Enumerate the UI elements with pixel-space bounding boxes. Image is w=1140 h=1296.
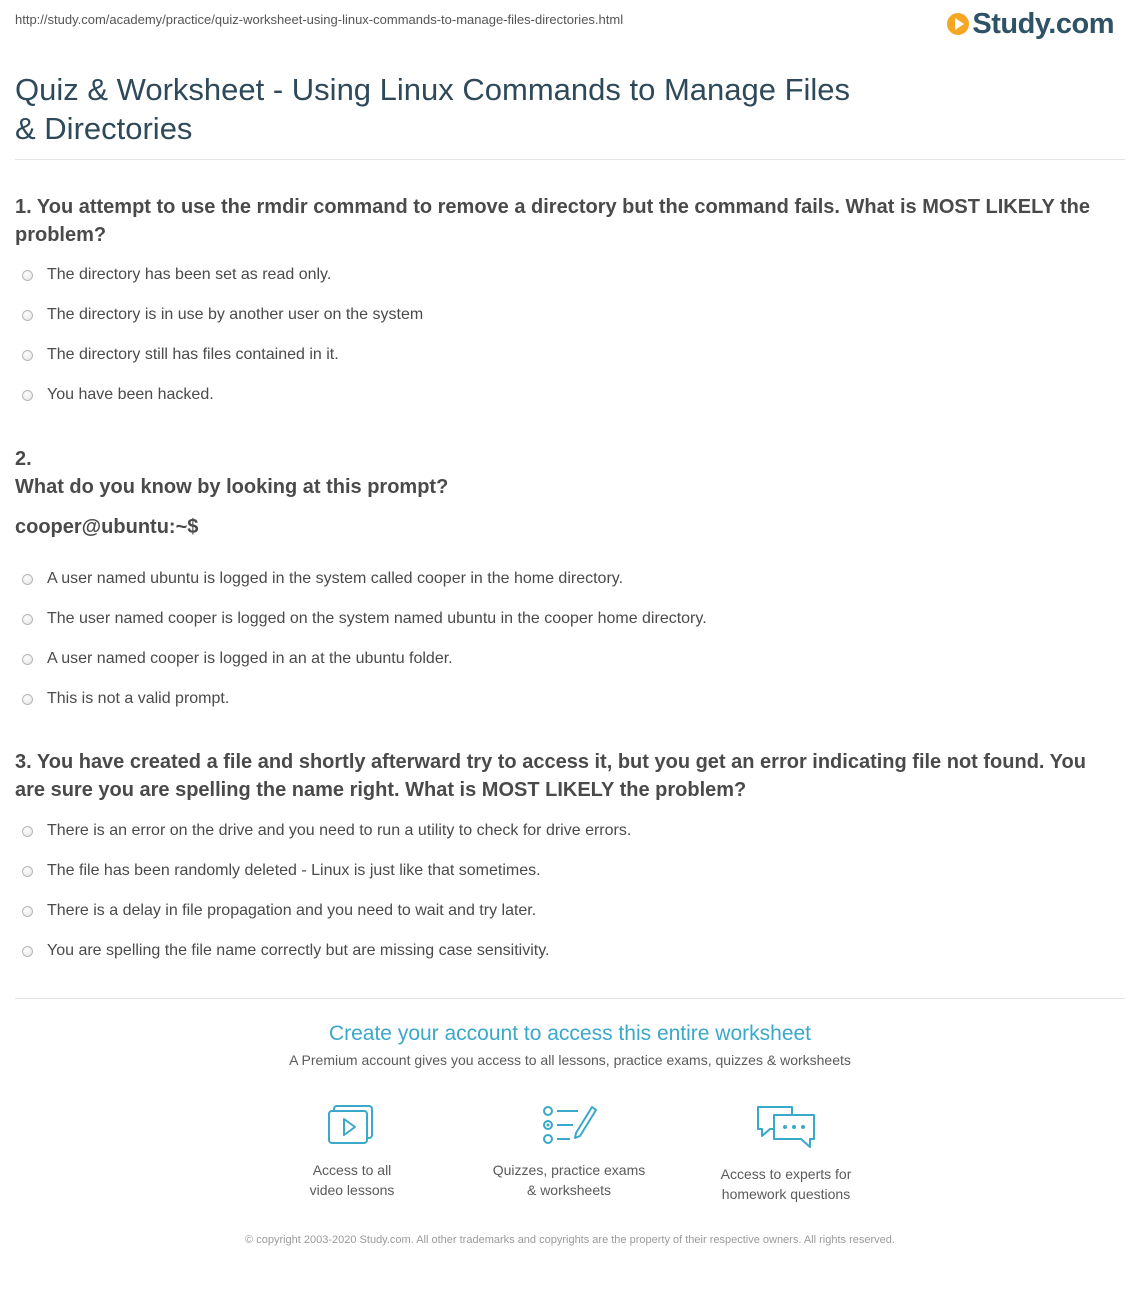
answer-option[interactable]	[22, 860, 541, 882]
create-account-link[interactable]: Create your account to access this entire worksheet	[328, 1022, 812, 1045]
page-url: http://study.com/academy/practice/quiz-worksheet-using-linux-commands-to-manage-files-directories.html	[15, 12, 624, 27]
logo-text: Study.com	[972, 8, 1114, 40]
feature-video-lessons	[257, 1103, 447, 1200]
question-3-text: 3. You have created a file and shortly afterward try to access it, but you get an error indicating file not found. You are sure you are spelling the name right. What is MOST LIKELY the problem?	[15, 751, 1086, 801]
answer-option[interactable]	[22, 384, 214, 406]
answer-label: There is a delay in file propagation and you need to wait and try later.	[47, 902, 537, 919]
answer-label: The directory is in use by another user on the system	[47, 306, 424, 323]
expert-chat-icon	[754, 1103, 818, 1151]
answer-option[interactable]	[22, 648, 453, 670]
answer-option[interactable]	[22, 608, 707, 630]
question-2-text: What do you know by looking at this prompt?	[15, 476, 449, 498]
answer-label: The user named cooper is logged on the system named ubuntu in the cooper home directory.	[47, 610, 707, 627]
answer-option[interactable]	[22, 940, 549, 962]
answer-option[interactable]	[22, 820, 631, 842]
radio-icon[interactable]	[22, 694, 33, 705]
radio-icon[interactable]	[22, 310, 33, 321]
study-logo[interactable]	[947, 8, 1114, 40]
answer-option[interactable]	[22, 900, 536, 922]
radio-icon[interactable]	[22, 350, 33, 361]
quiz-checklist-icon	[540, 1103, 598, 1147]
answer-label: There is an error on the drive and you need to run a utility to check for drive errors.	[47, 822, 632, 839]
radio-icon[interactable]	[22, 654, 33, 665]
answer-option[interactable]	[22, 304, 423, 326]
video-lessons-icon	[324, 1103, 380, 1147]
answer-option[interactable]	[22, 344, 339, 366]
answer-option[interactable]	[22, 688, 229, 710]
answer-option[interactable]	[22, 264, 331, 286]
answer-label: This is not a valid prompt.	[47, 690, 230, 707]
feature-experts	[691, 1103, 881, 1204]
copyright-footer: © copyright 2003-2020 Study.com. All other trademarks and copyrights are the property of their respective owners. All rights reserved.	[245, 1234, 895, 1246]
feature-label-line2: video lessons	[309, 1182, 395, 1198]
feature-label-line2: & worksheets	[526, 1182, 612, 1198]
answer-label: You have been hacked.	[47, 386, 214, 403]
radio-icon[interactable]	[22, 906, 33, 917]
question-2-prompt: cooper@ubuntu:~$	[15, 516, 199, 538]
feature-label-line1: Quizzes, practice exams	[492, 1162, 646, 1178]
title-divider	[15, 159, 1125, 160]
answer-label: A user named cooper is logged in an at the ubuntu folder.	[47, 650, 453, 667]
feature-quizzes	[474, 1103, 664, 1200]
question-2-number: 2.	[15, 448, 32, 470]
answer-label: The directory still has files contained in it.	[47, 346, 339, 363]
play-logo-icon	[947, 13, 969, 35]
feature-label-line1: Access to all	[312, 1162, 392, 1178]
page-title: Quiz & Worksheet - Using Linux Commands to Manage Files & Directories	[15, 72, 851, 146]
radio-icon[interactable]	[22, 826, 33, 837]
answer-label: A user named ubuntu is logged in the system called cooper in the home directory.	[47, 570, 624, 587]
questions-divider	[15, 998, 1125, 999]
radio-icon[interactable]	[22, 270, 33, 281]
cta-subtitle: A Premium account gives you access to all lessons, practice exams, quizzes & worksheets	[289, 1052, 851, 1068]
radio-icon[interactable]	[22, 390, 33, 401]
radio-icon[interactable]	[22, 574, 33, 585]
radio-icon[interactable]	[22, 946, 33, 957]
answer-option[interactable]	[22, 568, 623, 590]
answer-label: The file has been randomly deleted - Linux is just like that sometimes.	[47, 862, 541, 879]
answer-label: The directory has been set as read only.	[47, 266, 332, 283]
feature-label-line1: Access to experts for	[720, 1166, 852, 1182]
answer-label: You are spelling the file name correctly but are missing case sensitivity.	[47, 942, 550, 959]
radio-icon[interactable]	[22, 614, 33, 625]
feature-label-line2: homework questions	[721, 1186, 851, 1202]
radio-icon[interactable]	[22, 866, 33, 877]
question-1-text: 1. You attempt to use the rmdir command to remove a directory but the command fails. What is MOST LIKELY the problem?	[15, 196, 1091, 246]
